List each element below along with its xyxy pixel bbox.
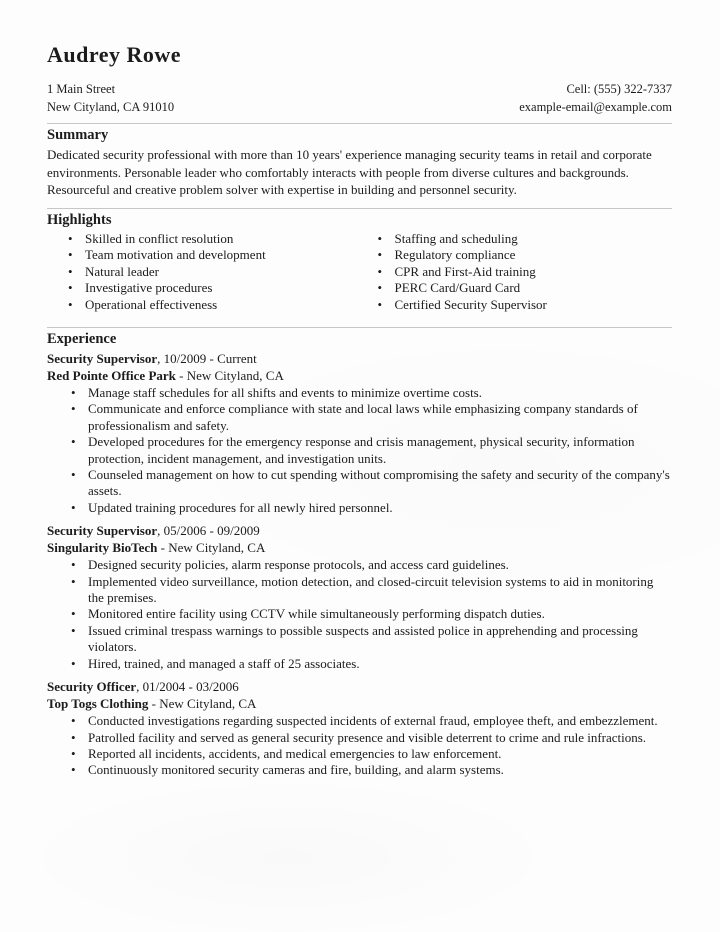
- contact-block: [47, 80, 672, 116]
- job-bullet: • Issued criminal trespass warnings to possible suspects and assisted police in apprehending and processing violators.: [47, 623, 672, 656]
- highlights-right-column: [360, 231, 673, 314]
- highlight-item: • Certified Security Supervisor: [360, 297, 673, 314]
- highlights-heading: Highlights: [47, 211, 112, 228]
- highlight-item: • Regulatory compliance: [360, 247, 673, 264]
- highlight-item: • Team motivation and development: [47, 247, 360, 264]
- highlight-item: • Natural leader: [47, 264, 360, 281]
- job-company: Top Togs Clothing: [47, 696, 149, 712]
- job-bullet: • Conducted investigations regarding suspected incidents of external fraud, employee theft, and embezzlement.: [47, 713, 672, 729]
- job-title-line: [47, 350, 672, 367]
- job-title: Security Officer: [47, 679, 137, 695]
- job-company: Red Pointe Office Park: [47, 368, 176, 383]
- highlight-item: • Staffing and scheduling: [360, 231, 673, 248]
- job-title: Security Supervisor: [47, 523, 158, 539]
- job-bullet: • Patrolled facility and served as general security presence and visible deterrent to crime and rule infractions.: [47, 730, 672, 746]
- job-company: Singularity BioTech: [47, 540, 158, 556]
- highlight-item: • CPR and First-Aid training: [360, 264, 673, 281]
- highlight-item: • Operational effectiveness: [47, 297, 360, 314]
- job-company-line: [47, 695, 672, 712]
- job-location: - New Cityland, CA: [157, 540, 266, 556]
- contact-details: [519, 80, 672, 116]
- job-bullet: • Continuously monitored security cameras and fire, building, and alarm systems.: [47, 762, 672, 778]
- job-title-line: [47, 522, 672, 539]
- phone-number: Cell: (555) 322-7337: [566, 82, 672, 96]
- job-bullet: • Communicate and enforce compliance with state and local laws while emphasizing company standards of professionalism and safety.: [47, 401, 672, 434]
- job-title-line: [47, 678, 672, 695]
- job-bullet-list: [47, 385, 672, 516]
- job-entry: [47, 678, 672, 779]
- summary-text: Dedicated security professional with more than 10 years' experience managing security teams in retail and corporate environments. Personable leader who comfortably interacts with people from diverse cultures and backgrounds. Resourceful and creative problem solver with expertise in building and personnel security.: [47, 147, 652, 197]
- address-block: [47, 80, 174, 116]
- address-line2: New Cityland, CA 91010: [47, 100, 175, 114]
- job-bullet: • Manage staff schedules for all shifts and events to minimize overtime costs.: [47, 385, 672, 401]
- job-dates: , 01/2004 - 03/2006: [136, 679, 239, 695]
- job-entry: [47, 522, 672, 672]
- job-bullet: • Hired, trained, and managed a staff of 25 associates.: [47, 656, 672, 672]
- highlights-left-column: [47, 231, 360, 314]
- job-company-line: [47, 539, 672, 556]
- job-bullet: • Counseled management on how to cut spending without compromising the safety and security of the company's assets.: [47, 467, 672, 500]
- job-title: Security Supervisor: [47, 351, 158, 366]
- job-dates: , 05/2006 - 09/2009: [157, 523, 260, 539]
- job-entry: [47, 350, 672, 516]
- email-address: example-email@example.com: [519, 100, 672, 114]
- job-location: - New Cityland, CA: [148, 696, 257, 712]
- summary-heading: Summary: [47, 127, 109, 143]
- job-bullet: • Implemented video surveillance, motion detection, and closed-circuit television systems to aid in monitoring the premises.: [47, 574, 672, 607]
- highlight-item: • Investigative procedures: [47, 280, 360, 297]
- highlight-item: • Skilled in conflict resolution: [47, 231, 360, 248]
- job-bullet: • Developed procedures for the emergency response and crisis management, physical security, information protection, incident management, and investigation units.: [47, 434, 672, 467]
- job-bullet: • Updated training procedures for all newly hired personnel.: [47, 500, 672, 516]
- job-dates: , 10/2009 - Current: [157, 351, 257, 366]
- job-bullet-list: [47, 713, 672, 779]
- job-company-line: [47, 367, 672, 384]
- job-bullet: • Reported all incidents, accidents, and medical emergencies to law enforcement.: [47, 746, 672, 762]
- job-location: - New Cityland, CA: [175, 368, 284, 383]
- person-name: Audrey Rowe: [47, 42, 182, 67]
- section-divider: [47, 208, 672, 209]
- job-bullet: • Designed security policies, alarm response protocols, and access card guidelines.: [47, 557, 672, 573]
- job-bullet: • Monitored entire facility using CCTV while simultaneously performing dispatch duties.: [47, 606, 672, 622]
- experience-heading: Experience: [47, 331, 117, 347]
- section-divider: [47, 123, 672, 124]
- highlight-item: • PERC Card/Guard Card: [360, 280, 673, 297]
- job-bullet-list: [47, 557, 672, 672]
- address-line1: 1 Main Street: [47, 82, 116, 96]
- section-divider: [47, 327, 672, 328]
- highlights-columns: [47, 231, 672, 314]
